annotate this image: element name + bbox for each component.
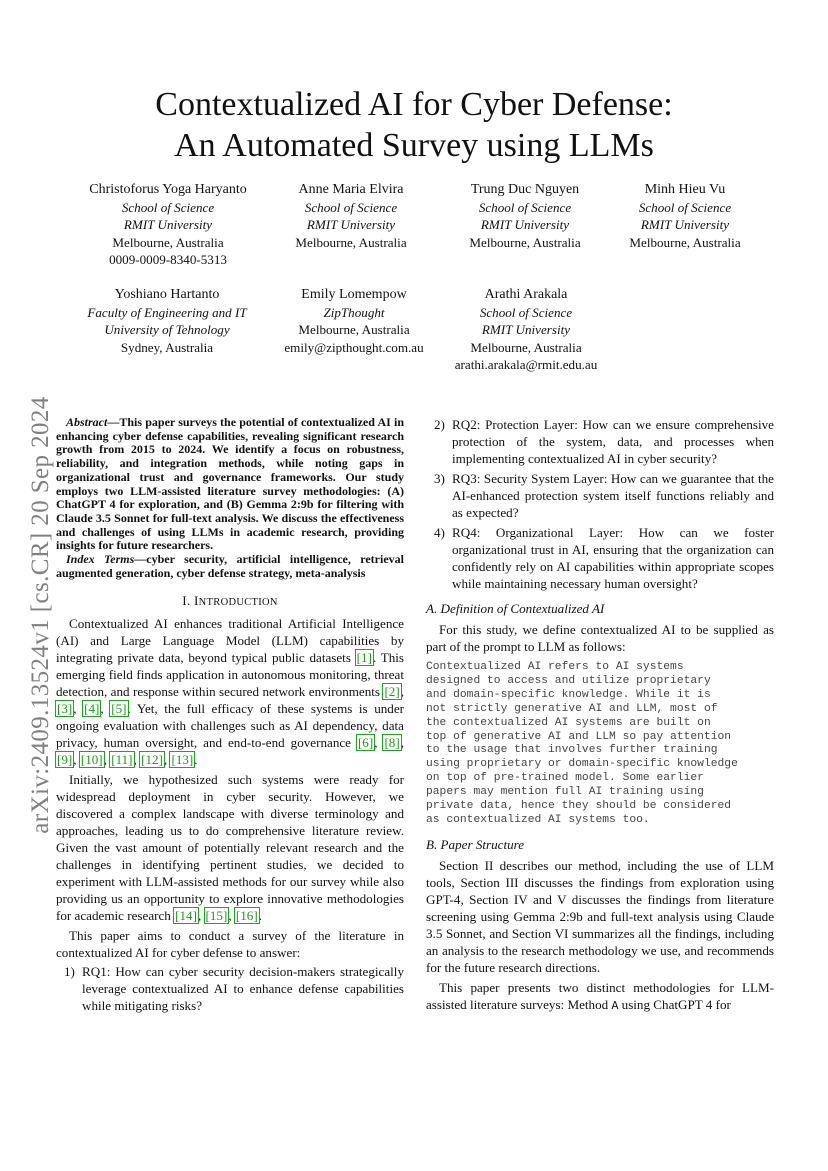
citation-link[interactable]: [15] <box>205 908 228 924</box>
subsection-heading-definition: A. Definition of Contextualized AI <box>426 601 605 616</box>
paper-title <box>60 84 768 166</box>
author-affiliation: School of Science <box>121 200 215 216</box>
citation-link[interactable]: [2] <box>384 684 400 700</box>
author-affiliation: School of Science <box>638 200 732 216</box>
left-column <box>56 416 404 1017</box>
author-institution: RMIT University <box>306 217 396 233</box>
author-name: Arathi Arakala <box>484 287 568 302</box>
author-institution: University of Tehnology <box>104 322 230 338</box>
definition-code-block: Contextualized AI refers to AI systems designed to access and utilize proprietary and domain-specific knowledge. While it is not strictly generative AI and LLM, most of the contextualized AI systems are built on top of generative AI and LLM so pay attention to the usage that involves further training using proprietary or domain-specific knowledge on top of pre-trained model. Some earlier papers may mention full AI training using private data, hence they should be considered as contextualized AI systems too. <box>426 661 738 826</box>
author-location: Melbourne, Australia <box>470 339 582 355</box>
author-name: Trung Duc Nguyen <box>470 182 580 197</box>
list-item: 3) RQ3: Security System Layer: How can we guarantee that the AI-enhanced protection system itself functions reliably and as expected? <box>434 471 774 520</box>
author-block <box>286 181 416 251</box>
author-affiliation: School of Science <box>479 305 573 321</box>
citation-link[interactable]: [16] <box>235 908 258 924</box>
intro-paragraph-3: This paper aims to conduct a survey of the literature in contextualized AI for cyber defense to answer: <box>56 928 404 961</box>
author-block <box>620 181 750 251</box>
intro-paragraph-1: Contextualized AI enhances traditional Artificial Intelligence (AI) and Large Language Model (LLM) capabilities by integrating private data, beyond typical public datasets [1]. This emerging field finds application in autonomous monitoring, threat detection, and response within secured network environments [2], [3], [4], [5]. Yet, the full efficacy of these systems is under ongoing evaluation with challenges such as AI dependency, data privacy, human oversight, and end-to-end governance [6], [8], [9], [10], [11], [12], [13]. <box>56 616 405 768</box>
citation-link[interactable]: [11] <box>111 752 133 768</box>
index-terms-lead: Index Terms <box>66 552 135 567</box>
author-block <box>458 181 592 251</box>
author-block <box>72 286 262 356</box>
citation-link[interactable]: [9] <box>57 752 73 768</box>
citation-link[interactable]: [3] <box>57 701 73 717</box>
author-location: Melbourne, Australia <box>629 234 741 250</box>
author-name: Minh Hieu Vu <box>644 182 726 197</box>
index-terms <box>56 553 404 580</box>
author-institution: RMIT University <box>481 322 571 338</box>
abstract-text: —This paper surveys the potential of contextualized AI in enhancing cyber defense capabilities, revealing significant research growth from 2015 to 2024. We identify a focus on robustness, reliability, and integration methods, while noting gaps in organizational trust and governance frameworks. Our study employs two LLM-assisted literature survey methodologies: (A) ChatGPT 4 for exploration, and (B) Gemma 2:9b for filtering with Claude 3.5 Sonnet for full-text analysis. We discuss the effectiveness and challenges of using LLMs in academic research, providing insights for future researchers. <box>56 415 404 553</box>
author-institution: RMIT University <box>640 217 730 233</box>
structure-paragraph-1: Section II describes our method, including the use of LLM tools, Section III discusses the findings from exploration using GPT-4, Section IV and V discusses the findings from literature screening using Gemma 2:9b and full-text analysis using Claude 3.5 Sonnet, and Section VI summarizes all the findings, including an analysis to the research methodology we use, and recommends for the future research directions. <box>426 857 774 975</box>
arxiv-stamp-text: arXiv:2409.13524v1 [cs.CR] 20 Sep 2024 <box>27 396 54 834</box>
abstract <box>56 416 404 553</box>
subsection-heading-structure: B. Paper Structure <box>426 836 525 852</box>
author-email[interactable]: emily@zipthought.com.au <box>284 339 424 355</box>
citation-link[interactable]: [4] <box>84 701 100 717</box>
author-location: Melbourne, Australia <box>469 234 581 250</box>
right-column <box>426 416 774 1015</box>
section-heading-introduction: I. INTRODUCTION <box>182 593 278 609</box>
author-affiliation: Faculty of Engineering and IT <box>87 305 247 321</box>
abstract-lead: Abstract <box>66 415 108 429</box>
author-block <box>448 286 604 373</box>
author-institution: RMIT University <box>123 217 213 233</box>
citation-link[interactable]: [10] <box>80 752 103 768</box>
structure-paragraph-2: This paper presents two distinct methodologies for LLM-assisted literature surveys: Method A using ChatGPT 4 for <box>426 979 774 1013</box>
list-item: 1) RQ1: How can cyber security decision-makers strategically leverage contextualized AI to enhance defense capabilities while mitigating risks? <box>64 964 404 1014</box>
author-affiliation: ZipThought <box>323 305 385 321</box>
citation-link[interactable]: [12] <box>141 752 163 768</box>
author-block <box>276 286 432 356</box>
author-location: Sydney, Australia <box>120 339 214 355</box>
citation-link[interactable]: [5] <box>111 701 127 717</box>
author-name: Anne Maria Elvira <box>298 182 404 197</box>
list-item: 4) RQ4: Organizational Layer: How can we foster organizational trust in AI, ensuring that the organization can confidently rely on AI capabilities within appropriate scopes while maintaining necessary human oversight? <box>434 525 774 591</box>
list-item: 2) RQ2: Protection Layer: How can we ensure comprehensive protection of the system, data, and processes when implementing contextualized AI in cyber security? <box>434 417 774 466</box>
author-orcid: 0009-0009-8340-5313 <box>109 251 227 267</box>
author-name: Christoforus Yoga Haryanto <box>89 182 247 197</box>
author-name: Yoshiano Hartanto <box>114 287 220 302</box>
author-email[interactable]: arathi.arakala@rmit.edu.au <box>454 356 598 372</box>
citation-link[interactable]: [1] <box>356 650 372 666</box>
definition-paragraph: For this study, we define contextualized AI to be supplied as part of the prompt to LLM as follows: <box>426 622 774 654</box>
author-affiliation: School of Science <box>304 200 398 216</box>
research-questions-list <box>56 963 404 1014</box>
author-location: Melbourne, Australia <box>112 234 224 250</box>
title-line-1: Contextualized AI for Cyber Defense: <box>155 86 673 123</box>
author-block <box>78 181 258 268</box>
title-line-2: An Automated Survey using LLMs <box>174 127 654 164</box>
citation-link[interactable]: [6] <box>357 735 374 751</box>
citation-link[interactable]: [13] <box>171 752 194 768</box>
author-affiliation: School of Science <box>478 200 572 216</box>
citation-link[interactable]: [14] <box>175 908 197 924</box>
author-name: Emily Lomempow <box>301 287 407 302</box>
intro-paragraph-2: Initially, we hypothesized such systems were ready for widespread deployment in cyber security. However, we discovered a complex landscape with diverse terminology and approaches, leading us to do comprehensive literature review. Given the vast amount of potentially relevant research and the challenges in identifying pertinent studies, we decided to experiment with LLM-assisted methods for our survey while also providing us an opportunity to explore innovative methodologies for academic research [14], [15], [16]. <box>56 772 404 924</box>
author-institution: RMIT University <box>480 217 570 233</box>
author-location: Melbourne, Australia <box>295 234 407 250</box>
index-terms-text: —cyber security, artificial intelligence, retrieval augmented generation, cyber defense strategy, meta-analysis <box>56 552 404 580</box>
author-location: Melbourne, Australia <box>298 322 410 338</box>
research-questions-list-continued <box>426 416 774 592</box>
citation-link[interactable]: [8] <box>384 735 400 751</box>
